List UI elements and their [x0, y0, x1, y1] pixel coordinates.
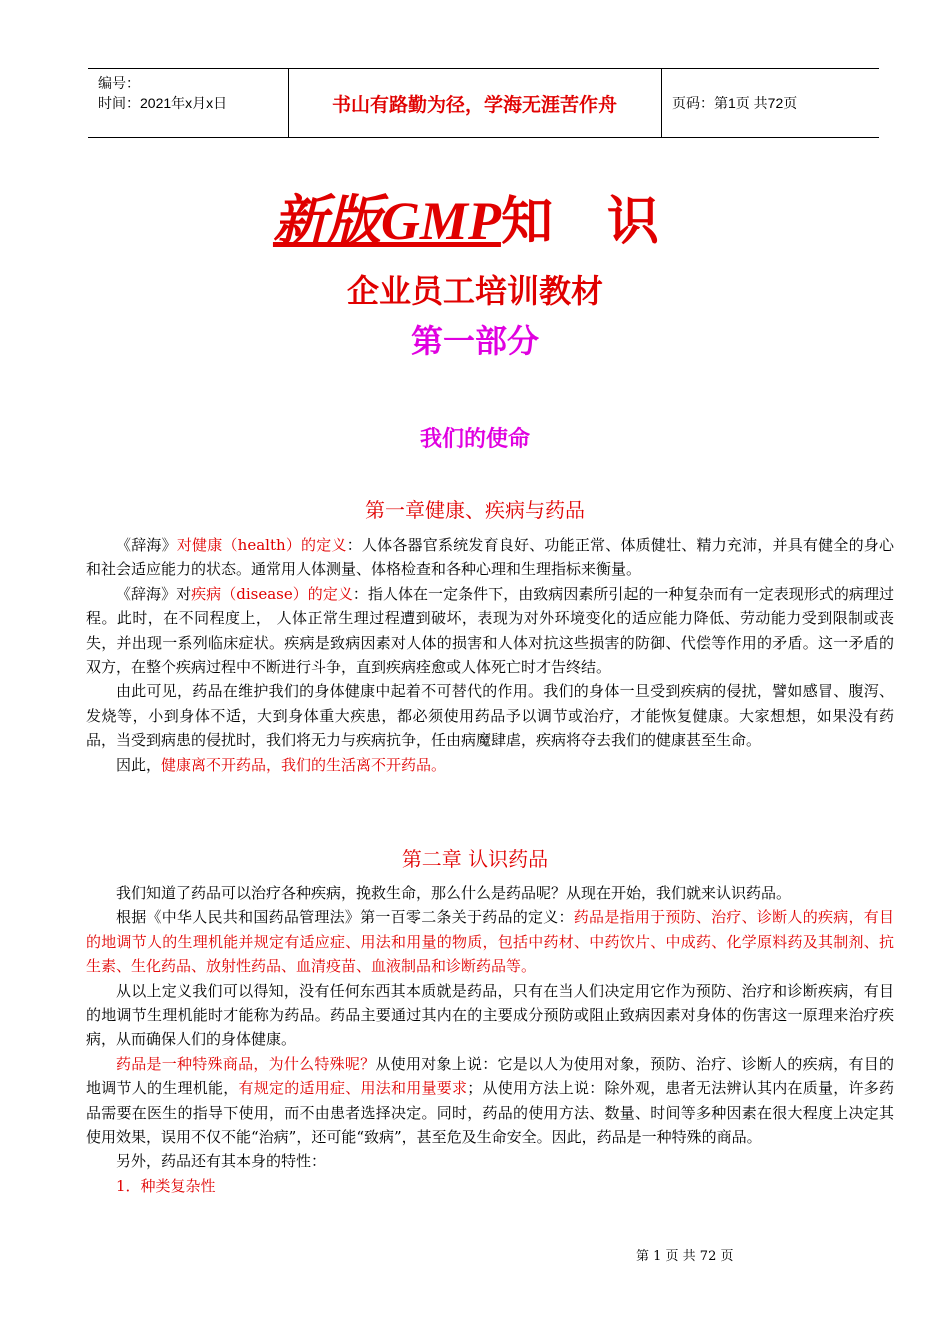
- mission-heading: 我们的使命: [419, 427, 530, 452]
- text: ；从使用方法上说：除外观，患者无法辨认其内在质量，许多药品需要在医生的指导下使用，而不由患者选择决定。同时，药品的使用方法、数量、时间等多种因素在很大程度上决定其使用效果，误用不仅不能“治病”，还可能“致病”，甚至危及生命安全。因此，药品是一种特殊的商品。: [86, 1079, 894, 1147]
- paragraph: 由此可见，药品在维护我们的身体健康中起着不可替代的作用。我们的身体一旦受到疾病的侵扰，譬如感冒、腹泻、发烧等，小到身体不适，大到身体重大疾患，都必须使用药品予以调节或治疗，才能恢复健康。大家想想，如果没有药品，当受到病患的侵扰时，我们将无力与疾病抗争，任由病魔肆虐，疾病将夺去我们的健康甚至生命。: [86, 682, 894, 750]
- highlight: 药品是一种特殊商品，为什么特殊呢？: [116, 1054, 376, 1073]
- chapter2-body: [86, 881, 894, 1198]
- subtitle-2: 第一部分: [410, 322, 539, 360]
- paragraph: 另外，药品还有其本身的特性：: [116, 1152, 327, 1171]
- paragraph: [86, 533, 894, 582]
- page-info: 页码：第1页 共72页: [672, 95, 798, 111]
- chapter2-heading: 第二章 认识药品: [401, 847, 549, 871]
- subtitle-1: 企业员工培训教材: [346, 272, 603, 310]
- text: 从使用对象上说：它是以人为使用对象，预防、治疗、诊断人的疾病，有目的地调节人的生理机能，: [86, 1054, 894, 1098]
- text: 因此，: [116, 755, 162, 774]
- text: 《辞海》: [116, 536, 177, 554]
- chapter1-body: [86, 533, 894, 777]
- header-table: [88, 68, 879, 138]
- highlight: 对健康（health）的定义: [176, 536, 347, 554]
- header-meta-cell: [88, 69, 289, 137]
- page-footer: 第 1 页 共 72 页: [636, 1249, 734, 1264]
- paragraph: [86, 582, 894, 680]
- highlight: 有规定的适用症、用法和用量要求: [238, 1079, 468, 1098]
- number-label: 编号：: [98, 75, 140, 91]
- highlight: 药品是指用于预防、治疗、诊断人的疾病，有目的地调节人的生理机能并规定有适应症、用法和用量的物质，包括中药材、中药饮片、中成药、化学原料药及其制剂、抗生素、生化药品、放射性药品、血清疫苗、血液制品和诊断药品等。: [86, 908, 894, 976]
- time-label: 时间：2021年x月x日: [98, 95, 228, 111]
- title-part1: 新版GMP: [272, 191, 501, 251]
- chapter1-heading: 第一章健康、疾病与药品: [365, 498, 585, 522]
- paragraph: 从以上定义我们可以得知，没有任何东西其本质就是药品，只有在当人们决定用它作为预防、治疗和诊断疾病，有目的地调节生理机能时才能称为药品。药品主要通过其内在的主要成分预防或阻止致病因素对身体的伤害这一原理来治疗疾病，从而确保人们的身体健康。: [86, 981, 894, 1049]
- highlight: 健康离不开药品，我们的生活离不开药品。: [161, 755, 447, 774]
- paragraph: [86, 753, 894, 777]
- motto: 书山有路勤为径，学海无涯苦作舟: [288, 69, 662, 137]
- text: 根据《中华人民共和国药品管理法》第一百零二条关于药品的定义：: [116, 908, 574, 927]
- highlight: 疾病（disease）的定义: [191, 584, 353, 603]
- paragraph: [86, 1052, 894, 1150]
- doc-title: [0, 178, 950, 255]
- paragraph: 1．种类复杂性: [116, 1176, 216, 1195]
- title-part2: 知 识: [500, 192, 678, 252]
- paragraph: 我们知道了药品可以治疗各种疾病，挽救生命，那么什么是药品呢？从现在开始，我们就来认识药品。: [116, 884, 792, 902]
- text: ：人体各器官系统发育良好、功能正常、体质健壮、精力充沛，并具有健全的身心和社会适应能力的状态。通常用人体测量、体格检查和各种心理和生理指标来衡量。: [86, 536, 894, 579]
- text: 《辞海》对: [116, 584, 192, 603]
- paragraph: [86, 905, 894, 978]
- text: ：指人体在一定条件下，由致病因素所引起的一种复杂而有一定表现形式的病理过程。此时，在不同程度上， 人体正常生理过程遭到破坏，表现为对外环境变化的适应能力降低、劳动能力受到限制或丧失，并出现一系列临床症状。疾病是致病因素对人体的损害和人体对抗这些损害的防御、代偿等作用的矛盾。这一矛盾的双方，在整个疾病过程中不断进行斗争，直到疾病痊愈或人体死亡时才告终结。: [86, 584, 894, 677]
